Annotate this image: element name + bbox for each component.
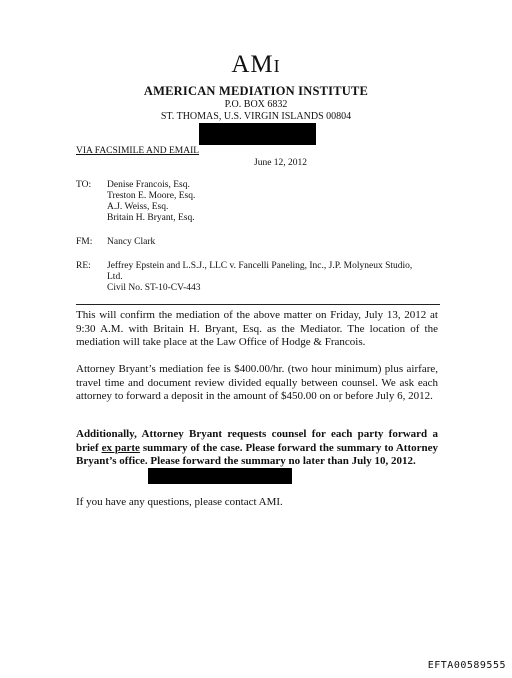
recipient: A.J. Weiss, Esq.: [107, 202, 169, 212]
paragraph-summary-request: Additionally, Attorney Bryant requests counsel for each party forward a brief ex parte summary of the case. Please forward the summary to Attorney Bryant’s office. Please forward the summary no later than July 10, 2012.: [76, 428, 438, 468]
paragraph-fee: Attorney Bryant’s mediation fee is $400.00/hr. (two hour minimum) plus airfare, travel time and document review divided equally between counsel. We ask each attorney to forward a deposit in the amount of $450.00 on or before July 6, 2012.: [76, 363, 438, 403]
recipient: Denise Francois, Esq.: [107, 180, 190, 190]
re-label: RE:: [76, 261, 91, 271]
from-label: FM:: [76, 237, 93, 247]
org-name: AMERICAN MEDIATION INSTITUTE: [143, 84, 369, 98]
case-caption: Ltd.: [107, 272, 123, 282]
recipient: Treston E. Moore, Esq.: [107, 191, 196, 201]
case-number: Civil No. ST-10-CV-443: [107, 283, 201, 293]
redaction-box: [199, 123, 316, 145]
recipient: Britain H. Bryant, Esq.: [107, 213, 195, 223]
paragraph-confirmation: This will confirm the mediation of the above matter on Friday, July 13, 2012 at 9:30 A.M. with Britain H. Bryant, Esq. as the Mediator. The location of the mediation will take place at the Law Office of Hodge & Francois.: [76, 309, 438, 349]
case-caption: Jeffrey Epstein and L.S.J., LLC v. Fancelli Paneling, Inc., J.P. Molyneux Studio,: [107, 261, 413, 271]
bates-number: EFTA00589555: [427, 660, 506, 671]
delivery-method: VIA FACSIMILE AND EMAIL: [76, 146, 200, 156]
letter-date: June 12, 2012: [254, 158, 308, 168]
paragraph-closing: If you have any questions, please contact AMI.: [76, 496, 283, 508]
redaction-box: [148, 468, 292, 484]
ami-logo: AMI: [231, 51, 281, 78]
sender: Nancy Clark: [107, 237, 156, 247]
ex-parte-term: ex parte: [101, 441, 140, 454]
divider: [76, 304, 440, 305]
street-address: ST. THOMAS, U.S. VIRGIN ISLANDS 00804: [160, 111, 352, 122]
po-box: P.O. BOX 6832: [224, 99, 288, 110]
to-label: TO:: [76, 180, 92, 190]
